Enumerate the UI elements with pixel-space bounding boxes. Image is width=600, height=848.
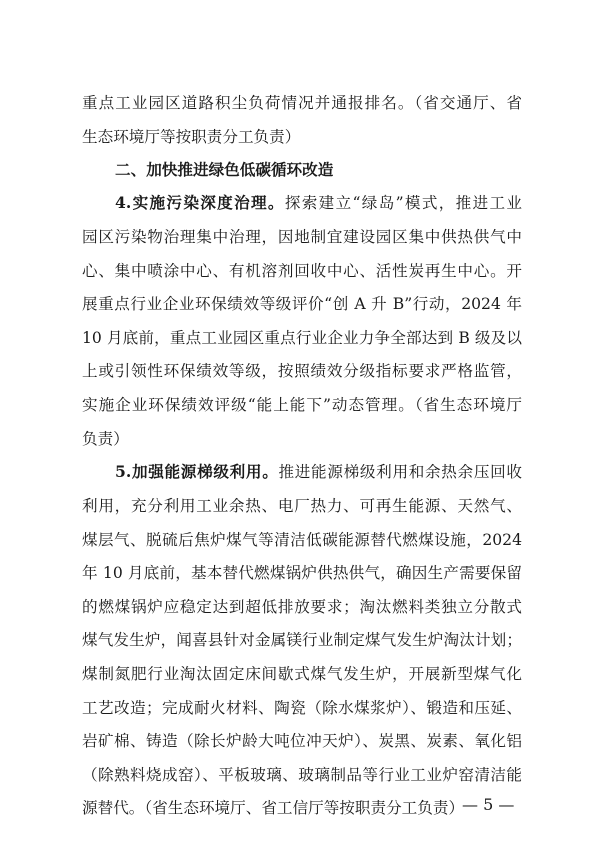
item-5-first-line	[115, 462, 522, 482]
item-4-text: 探索建立“绿岛”模式，推进工业	[284, 194, 523, 212]
item-5-text: 推进能源梯级利用和余热余压回收	[278, 463, 522, 481]
section-heading: 二、加快推进绿色低碳循环改造	[115, 161, 334, 179]
body-text-line: 岩矿棉、铸造（除长炉龄大吨位冲天炉）、炭黑、炭素、氧化铝	[82, 732, 522, 750]
body-text-line: 工艺改造；完成耐火材料、陶瓷（除水煤浆炉）、锻造和压延、	[82, 699, 522, 717]
body-text-line: 生态环境厅等按职责分工负责）	[82, 128, 301, 146]
body-text-line: 心、集中喷涂中心、有机溶剂回收中心、活性炭再生中心。开	[82, 262, 522, 280]
item-4-title: 4.实施污染深度治理。	[115, 193, 285, 212]
body-text-line: 展重点行业企业环保绩效等级评价“创 A 升 B”行动，2024 年	[82, 295, 522, 313]
body-text-line: 上或引领性环保绩效等级，按照绩效分级指标要求严格监管，	[82, 362, 522, 380]
body-text-line: 的燃煤锅炉应稳定达到超低排放要求；淘汰燃料类独立分散式	[82, 598, 522, 616]
body-text-line: 负责）	[82, 430, 129, 448]
body-text-line: 年 10 月底前，基本替代燃煤锅炉供热供气，确因生产需要保留	[82, 564, 522, 582]
body-text-line: 煤制氮肥行业淘汰固定床间歇式煤气发生炉，开展新型煤气化	[82, 665, 522, 683]
body-text-line: 10 月底前，重点工业园区重点行业企业力争全部达到 B 级及以	[82, 329, 522, 347]
body-text-line: 园区污染物治理集中治理，因地制宜建设园区集中供热供气中	[82, 228, 522, 246]
item-5-title: 5.加强能源梯级利用。	[115, 462, 279, 481]
body-text-line: 实施企业环保绩效评级“能上能下”动态管理。（省生态环境厅	[82, 396, 522, 414]
item-4-first-line	[115, 193, 522, 213]
body-text-line: 利用，充分利用工业余热、电厂热力、可再生能源、天然气、	[82, 497, 522, 515]
page-number: — 5 —	[462, 795, 515, 814]
body-text-line: 重点工业园区道路积尘负荷情况并通报排名。（省交通厅、省	[82, 94, 522, 112]
body-text-line: 煤层气、脱硫后焦炉煤气等清洁低碳能源替代燃煤设施，2024	[82, 531, 522, 549]
body-text-line: （除熟料烧成窑）、平板玻璃、玻璃制品等行业工业炉窑清洁能	[82, 766, 522, 784]
body-text-line: 煤气发生炉，闻喜县针对金属镁行业制定煤气发生炉淘汰计划；	[82, 631, 522, 649]
body-text-line: 源替代。（省生态环境厅、省工信厅等按职责分工负责）	[82, 799, 465, 817]
